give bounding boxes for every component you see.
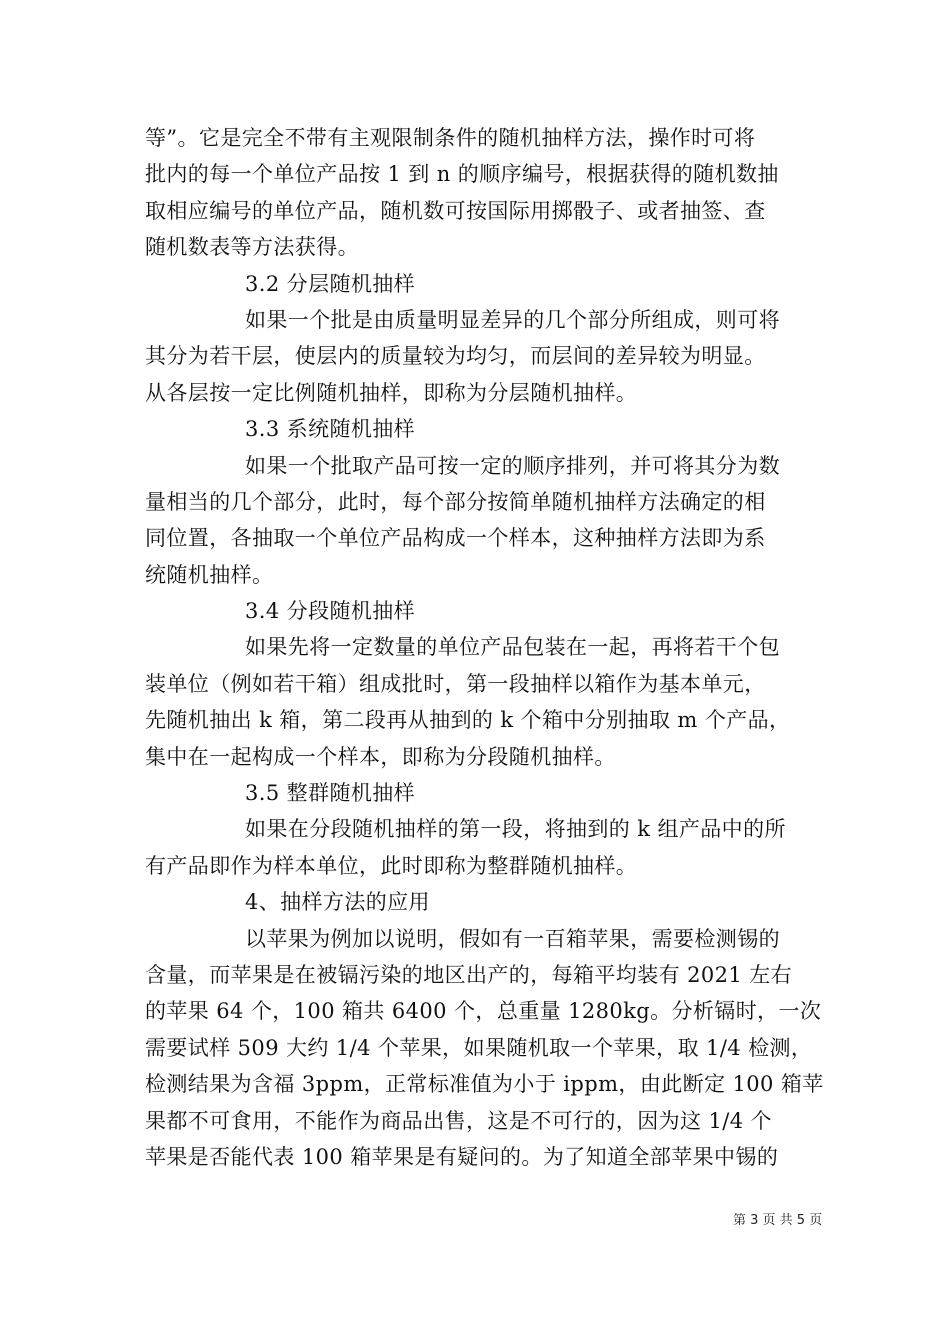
- body-text: [145, 120, 824, 1175]
- section-heading: 3.2 分层随机抽样: [245, 271, 416, 296]
- page-number: 第 3 页 共 5 页: [733, 1213, 823, 1228]
- text-line: 从各层按一定比例随机抽样，即称为分层随机抽样。: [145, 380, 638, 405]
- text-line: 量相当的几个部分，此时，每个部分按简单随机抽样方法确定的相: [145, 489, 766, 514]
- section-heading: 3.4 分段随机抽样: [245, 599, 416, 624]
- paragraph-first-line: 以苹果为例加以说明，假如有一百箱苹果，需要检测锡的: [245, 926, 780, 951]
- section-heading: 4、抽样方法的应用: [245, 890, 430, 915]
- text-line: 集中在一起构成一个样本，即称为分段随机抽样。: [145, 744, 616, 769]
- text-line: 需要试样 509 大约 1/4 个苹果，如果随机取一个苹果，取 1/4 检测，: [145, 1035, 813, 1060]
- paragraph-first-line: 如果一个批是由质量明显差异的几个部分所组成，则可将: [245, 307, 780, 332]
- text-line: 批内的每一个单位产品按 1 到 n 的顺序编号，根据获得的随机数抽: [145, 162, 779, 187]
- text-line: 其分为若干层，使层内的质量较为均匀，而层间的差异较为明显。: [145, 344, 766, 369]
- paragraph-first-line: 如果在分段随机抽样的第一段，将抽到的 k 组产品中的所: [245, 817, 786, 842]
- text-line: 果都不可食用，不能作为商品出售，这是不可行的，因为这 1/4 个: [145, 1108, 772, 1133]
- text-line: 含量，而苹果是在被镉污染的地区出产的，每箱平均装有 2021 左右: [145, 962, 792, 987]
- text-line: 随机数表等方法获得。: [145, 235, 359, 260]
- text-line: 的苹果 64 个，100 箱共 6400 个，总重量 1280kg。分析镉时，一次: [145, 999, 822, 1024]
- text-line: 苹果是否能代表 100 箱苹果是有疑问的。为了知道全部苹果中锡的: [145, 1144, 779, 1169]
- text-line: 统随机抽样。: [145, 562, 274, 587]
- paragraph-first-line: 如果一个批取产品可按一定的顺序排列，并可将其分为数: [245, 453, 780, 478]
- section-heading: 3.3 系统随机抽样: [245, 417, 416, 442]
- text-line: 有产品即作为样本单位，此时即称为整群随机抽样。: [145, 853, 638, 878]
- section-heading: 3.5 整群随机抽样: [245, 781, 416, 806]
- text-line: 先随机抽出 k 箱，第二段再从抽到的 k 个箱中分别抽取 m 个产品，: [145, 708, 791, 733]
- text-line: 等”。它是完全不带有主观限制条件的随机抽样方法，操作时可将: [145, 126, 756, 150]
- text-line: 同位置，各抽取一个单位产品构成一个样本，这种抽样方法即为系: [145, 526, 766, 551]
- text-line: 装单位（例如若干箱）组成批时，第一段抽样以箱作为基本单元，: [145, 671, 766, 696]
- text-line: 检测结果为含福 3ppm，正常标准值为小于 ippm，由此断定 100 箱苹: [145, 1072, 824, 1097]
- paragraph-first-line: 如果先将一定数量的单位产品包装在一起，再将若干个包: [245, 635, 780, 660]
- text-line: 取相应编号的单位产品，随机数可按国际用掷骰子、或者抽签、查: [145, 198, 766, 223]
